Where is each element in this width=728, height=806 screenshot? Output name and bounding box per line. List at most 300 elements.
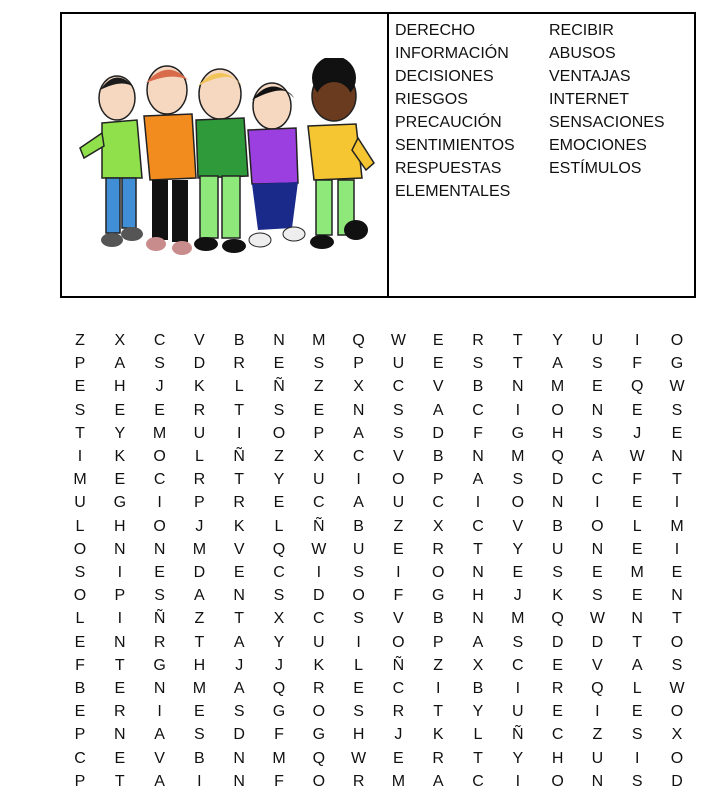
grid-letter: C <box>352 448 365 465</box>
grid-letter: B <box>233 332 245 349</box>
grid-letter: B <box>432 610 444 628</box>
grid-letter: F <box>274 726 284 744</box>
grid-letter: D <box>193 564 206 581</box>
grid-letter: R <box>233 494 245 512</box>
grid-letter: V <box>154 749 165 767</box>
grid-letter: O <box>73 540 87 558</box>
grid-letter: T <box>473 749 483 767</box>
grid-letter: N <box>352 401 365 419</box>
grid-letter: N <box>233 749 245 767</box>
grid-letter: P <box>353 355 364 373</box>
grid-letter: E <box>154 401 165 419</box>
grid-letter: N <box>114 633 126 651</box>
grid-letter: L <box>234 378 244 396</box>
grid-letter: S <box>671 401 683 419</box>
grid-letter: S <box>194 726 205 744</box>
grid-letter: Q <box>312 749 326 767</box>
grid-letter: P <box>313 424 325 442</box>
grid-letter: N <box>472 448 484 465</box>
grid-letter: C <box>512 656 524 674</box>
grid-letter: C <box>392 378 405 396</box>
grid-letter: D <box>313 587 325 605</box>
grid-letter: I <box>435 680 441 697</box>
grid-letter: T <box>632 633 643 651</box>
grid-letter: I <box>515 401 521 419</box>
grid-letter: Q <box>591 680 604 697</box>
grid-letter: G <box>511 424 525 442</box>
grid-letter: T <box>75 424 85 442</box>
grid-letter: T <box>473 540 483 558</box>
grid-letter: I <box>117 610 123 628</box>
grid-letter: O <box>551 401 564 419</box>
grid-letter: E <box>74 378 86 396</box>
grid-letter: N <box>233 587 245 605</box>
grid-letter: L <box>75 517 85 535</box>
grid-letter: E <box>233 564 245 581</box>
grid-letter: S <box>353 610 364 628</box>
grid-letter: C <box>472 401 484 419</box>
grid-letter: X <box>114 332 126 349</box>
grid-letter: S <box>592 587 603 605</box>
grid-letter: D <box>193 355 206 373</box>
grid-letter: I <box>77 448 83 465</box>
grid-letter: C <box>472 517 484 535</box>
grid-letter: E <box>552 656 563 674</box>
grid-letter: I <box>356 471 361 489</box>
grid-letter: J <box>235 656 244 674</box>
grid-letter: N <box>114 540 126 558</box>
grid-letter: M <box>550 378 565 396</box>
grid-letter: O <box>431 564 445 581</box>
grid-letter: R <box>432 749 444 767</box>
grid-letter: O <box>272 424 286 442</box>
grid-letter: K <box>552 587 563 605</box>
grid-letter: E <box>432 332 444 349</box>
grid-letter: A <box>233 633 245 651</box>
grid-letter: I <box>236 424 242 442</box>
word-list-item: VENTAJAS <box>549 68 631 85</box>
grid-letter: R <box>432 540 444 558</box>
grid-letter: O <box>591 517 604 535</box>
grid-letter: L <box>354 656 364 674</box>
word-list-item: INFORMACIÓN <box>395 45 509 62</box>
grid-letter: C <box>273 564 285 581</box>
grid-letter: Y <box>512 749 524 767</box>
grid-letter: T <box>433 703 444 721</box>
grid-letter: N <box>591 772 604 790</box>
grid-letter: L <box>75 610 85 628</box>
grid-letter: M <box>192 680 207 697</box>
grid-letter: A <box>194 587 205 605</box>
grid-letter: O <box>670 633 684 651</box>
grid-letter: U <box>591 749 604 767</box>
grid-letter: G <box>670 355 684 373</box>
grid-letter: H <box>114 517 126 535</box>
grid-letter: H <box>352 726 365 744</box>
grid-letter: B <box>472 680 484 697</box>
grid-letter: U <box>392 355 405 373</box>
grid-letter: E <box>631 703 643 721</box>
grid-letter: B <box>74 680 86 697</box>
grid-letter: I <box>197 772 202 790</box>
grid-letter: F <box>632 471 643 489</box>
grid-letter: Ñ <box>273 378 285 396</box>
grid-letter: I <box>157 703 162 721</box>
grid-letter: N <box>153 540 166 558</box>
word-list-item: RESPUESTAS <box>395 160 502 177</box>
grid-letter: K <box>194 378 205 396</box>
grid-letter: O <box>511 494 525 512</box>
grid-letter: S <box>393 401 404 419</box>
grid-letter: A <box>472 471 484 489</box>
grid-letter: D <box>432 424 444 442</box>
grid-letter: Z <box>433 656 444 674</box>
grid-letter: R <box>153 633 166 651</box>
grid-letter: P <box>74 355 86 373</box>
grid-letter: P <box>74 772 86 790</box>
word-list-item: SENSACIONES <box>549 114 665 131</box>
grid-letter: S <box>74 401 86 419</box>
grid-letter: R <box>114 703 126 721</box>
grid-letter: Q <box>352 332 365 349</box>
grid-letter: Q <box>551 610 564 628</box>
grid-letter: B <box>353 517 364 535</box>
grid-letter: X <box>472 656 484 674</box>
grid-letter: Y <box>114 424 126 442</box>
grid-letter: E <box>353 680 364 697</box>
grid-letter: A <box>432 401 444 419</box>
grid-letter: N <box>273 332 285 349</box>
grid-letter: E <box>671 424 683 442</box>
grid-letter: G <box>431 587 445 605</box>
grid-letter: Q <box>630 378 644 396</box>
grid-letter: M <box>73 471 87 489</box>
grid-letter: U <box>74 494 86 512</box>
grid-letter: B <box>472 378 484 396</box>
grid-letter: O <box>392 633 405 651</box>
grid-letter: K <box>432 726 444 744</box>
grid-letter: H <box>193 656 206 674</box>
grid-letter: I <box>674 494 680 512</box>
grid-letter: P <box>432 633 444 651</box>
grid-letter: E <box>273 355 285 373</box>
grid-letter: Y <box>273 471 285 489</box>
grid-letter: E <box>631 494 643 512</box>
grid-letter: J <box>275 656 283 674</box>
grid-letter: D <box>551 471 564 489</box>
grid-letter: E <box>592 378 603 396</box>
grid-letter: M <box>511 448 525 465</box>
grid-letter: T <box>672 471 682 489</box>
grid-letter: I <box>117 564 123 581</box>
grid-letter: O <box>670 332 684 349</box>
grid-letter: J <box>195 517 204 535</box>
grid-letter: R <box>313 680 325 697</box>
grid-letter: S <box>353 703 364 721</box>
grid-letter: D <box>671 772 683 790</box>
grid-letter: D <box>551 633 564 651</box>
grid-letter: S <box>154 355 165 373</box>
grid-letter: E <box>154 564 165 581</box>
grid-letter: Z <box>313 378 324 396</box>
grid-letter: A <box>631 656 643 674</box>
grid-letter: V <box>194 332 205 349</box>
grid-letter: S <box>512 471 524 489</box>
grid-letter: Y <box>472 703 484 721</box>
grid-letter: A <box>432 772 444 790</box>
grid-letter: D <box>591 633 604 651</box>
grid-letter: P <box>114 587 126 605</box>
grid-letter: I <box>157 494 162 512</box>
grid-letter: Ñ <box>512 726 524 744</box>
word-list-item: ELEMENTALES <box>395 183 511 200</box>
grid-letter: A <box>353 494 364 512</box>
grid-letter: L <box>632 517 642 535</box>
grid-letter: U <box>193 424 206 442</box>
grid-letter: C <box>313 494 325 512</box>
grid-letter: F <box>473 424 483 442</box>
grid-letter: S <box>631 772 643 790</box>
grid-letter: R <box>193 471 206 489</box>
grid-letter: C <box>313 610 325 628</box>
grid-letter: L <box>632 680 642 697</box>
grid-letter: N <box>472 610 484 628</box>
grid-letter: E <box>631 587 643 605</box>
grid-letter: H <box>551 749 564 767</box>
grid-letter: U <box>352 540 365 558</box>
grid-letter: E <box>194 703 205 721</box>
grid-letter: O <box>73 587 87 605</box>
grid-letter: J <box>633 424 642 442</box>
grid-letter: E <box>393 749 404 767</box>
grid-letter: E <box>512 564 524 581</box>
grid-letter: S <box>273 401 285 419</box>
grid-letter: N <box>631 610 643 628</box>
word-list-item: SENTIMIENTOS <box>395 137 515 154</box>
grid-letter: Y <box>273 633 285 651</box>
grid-letter: M <box>192 540 207 558</box>
grid-letter: S <box>512 633 524 651</box>
grid-letter: N <box>233 772 245 790</box>
grid-letter: L <box>274 517 284 535</box>
grid-letter: T <box>512 332 523 349</box>
grid-letter: T <box>194 633 205 651</box>
grid-letter: U <box>313 471 325 489</box>
grid-letter: V <box>512 517 524 535</box>
grid-letter: W <box>629 448 645 465</box>
grid-letter: R <box>392 703 405 721</box>
grid-letter: K <box>313 656 325 674</box>
grid-letter: E <box>74 633 86 651</box>
grid-letter: M <box>670 517 684 535</box>
grid-letter: J <box>155 378 164 396</box>
grid-letter: T <box>114 656 125 674</box>
word-list-item: ABUSOS <box>549 45 616 62</box>
grid-letter: E <box>114 471 126 489</box>
grid-letter: I <box>396 564 401 581</box>
grid-letter: O <box>551 772 564 790</box>
grid-letter: X <box>671 726 683 744</box>
grid-letter: E <box>114 680 126 697</box>
grid-letter: E <box>114 749 126 767</box>
grid-letter: B <box>194 749 205 767</box>
grid-letter: T <box>672 610 682 628</box>
grid-letter: O <box>670 749 684 767</box>
grid-letter: E <box>393 540 404 558</box>
grid-letter: C <box>591 471 604 489</box>
grid-letter: C <box>392 680 405 697</box>
grid-letter: J <box>394 726 403 744</box>
grid-letter: S <box>472 355 484 373</box>
grid-letter: Z <box>75 332 85 349</box>
grid-letter: M <box>152 424 167 442</box>
grid-letter: V <box>432 378 444 396</box>
grid-letter: C <box>472 772 484 790</box>
grid-letter: A <box>552 355 563 373</box>
grid-letter: E <box>74 703 86 721</box>
grid-letter: M <box>391 772 406 790</box>
grid-letter: W <box>669 680 685 697</box>
grid-letter: F <box>274 772 284 790</box>
word-list-item: RECIBIR <box>549 22 614 39</box>
grid-letter: Z <box>592 726 603 744</box>
grid-letter: S <box>592 424 603 442</box>
grid-letter: X <box>313 448 325 465</box>
grid-letter: C <box>153 471 166 489</box>
grid-letter: X <box>432 517 444 535</box>
grid-letter: S <box>233 703 245 721</box>
grid-letter: V <box>233 540 245 558</box>
grid-letter: I <box>634 332 640 349</box>
grid-letter: Q <box>551 448 564 465</box>
grid-letter: J <box>513 587 522 605</box>
grid-letter: W <box>669 378 685 396</box>
grid-letter: N <box>551 494 564 512</box>
grid-letter: M <box>511 610 525 628</box>
grid-letter: N <box>591 540 604 558</box>
grid-letter: S <box>313 355 325 373</box>
grid-letter: I <box>634 749 640 767</box>
grid-letter: M <box>630 564 644 581</box>
grid-letter: R <box>193 401 206 419</box>
grid-letter: A <box>154 726 165 744</box>
grid-letter: Q <box>272 540 286 558</box>
grid-letter: P <box>194 494 205 512</box>
word-list-item: INTERNET <box>549 91 629 108</box>
grid-letter: T <box>234 610 245 628</box>
grid-letter: M <box>312 332 326 349</box>
grid-letter: Ñ <box>313 517 325 535</box>
grid-letter: W <box>351 749 367 767</box>
grid-letter: I <box>674 540 680 558</box>
grid-letter: B <box>552 517 563 535</box>
grid-letter: R <box>352 772 365 790</box>
grid-letter: W <box>311 540 327 558</box>
grid-letter: C <box>551 726 564 744</box>
grid-letter: N <box>512 378 524 396</box>
grid-letter: I <box>595 703 600 721</box>
grid-letter: A <box>114 355 126 373</box>
grid-letter: T <box>234 471 245 489</box>
grid-letter: K <box>233 517 245 535</box>
grid-letter: Q <box>272 680 286 697</box>
grid-letter: C <box>432 494 444 512</box>
grid-letter: A <box>353 424 364 442</box>
grid-letter: R <box>551 680 564 697</box>
grid-letter: N <box>114 726 126 744</box>
grid-letter: I <box>356 633 361 651</box>
grid-letter: G <box>113 494 127 512</box>
grid-letter: O <box>352 587 365 605</box>
grid-letter: N <box>671 448 683 465</box>
grid-letter: O <box>153 517 166 535</box>
grid-letter: E <box>631 540 643 558</box>
grid-letter: X <box>353 378 364 396</box>
grid-letter: A <box>233 680 245 697</box>
grid-letter: N <box>591 401 604 419</box>
grid-letter: I <box>515 680 521 697</box>
grid-letter: Ñ <box>153 610 166 628</box>
grid-letter: Ñ <box>392 656 405 674</box>
grid-letter: X <box>273 610 285 628</box>
grid-letter: U <box>392 494 405 512</box>
grid-letter: Ñ <box>233 448 245 465</box>
grid-letter: A <box>472 633 484 651</box>
grid-letter: C <box>74 749 86 767</box>
grid-letter: E <box>114 401 126 419</box>
grid-letter: Z <box>194 610 205 628</box>
grid-letter: K <box>114 448 126 465</box>
grid-letter: H <box>114 378 126 396</box>
grid-letter: E <box>313 401 325 419</box>
grid-letter: D <box>233 726 245 744</box>
grid-letter: E <box>631 401 643 419</box>
grid-letter: W <box>589 610 605 628</box>
grid-letter: P <box>74 726 86 744</box>
grid-letter: F <box>393 587 404 605</box>
grid-letter: F <box>632 355 643 373</box>
grid-letter: V <box>393 448 404 465</box>
grid-letter: T <box>512 355 523 373</box>
grid-letter: T <box>234 401 245 419</box>
word-list-item: ESTÍMULOS <box>549 160 642 177</box>
grid-letter: E <box>552 703 563 721</box>
grid-letter: Y <box>552 332 563 349</box>
word-list-item: DERECHO <box>395 22 476 39</box>
grid-letter: E <box>273 494 285 512</box>
grid-letter: A <box>154 772 165 790</box>
grid-letter: S <box>353 564 364 581</box>
grid-letter: R <box>472 332 484 349</box>
word-list-item: RIESGOS <box>395 91 468 108</box>
grid-letter: V <box>592 656 603 674</box>
word-list-item: PRECAUCIÓN <box>395 114 502 131</box>
grid-letter: O <box>392 471 405 489</box>
grid-letter: S <box>552 564 563 581</box>
grid-letter: O <box>312 772 326 790</box>
grid-letter: L <box>473 726 483 744</box>
grid-letter: S <box>592 355 603 373</box>
grid-letter: N <box>671 587 683 605</box>
grid-letter: Z <box>274 448 284 465</box>
grid-letter: I <box>475 494 481 512</box>
grid-letter: M <box>272 749 286 767</box>
grid-letter: E <box>671 564 683 581</box>
grid-letter: S <box>393 424 404 442</box>
grid-letter: Y <box>512 540 524 558</box>
grid-letter: I <box>515 772 521 790</box>
grid-letter: U <box>512 703 524 721</box>
